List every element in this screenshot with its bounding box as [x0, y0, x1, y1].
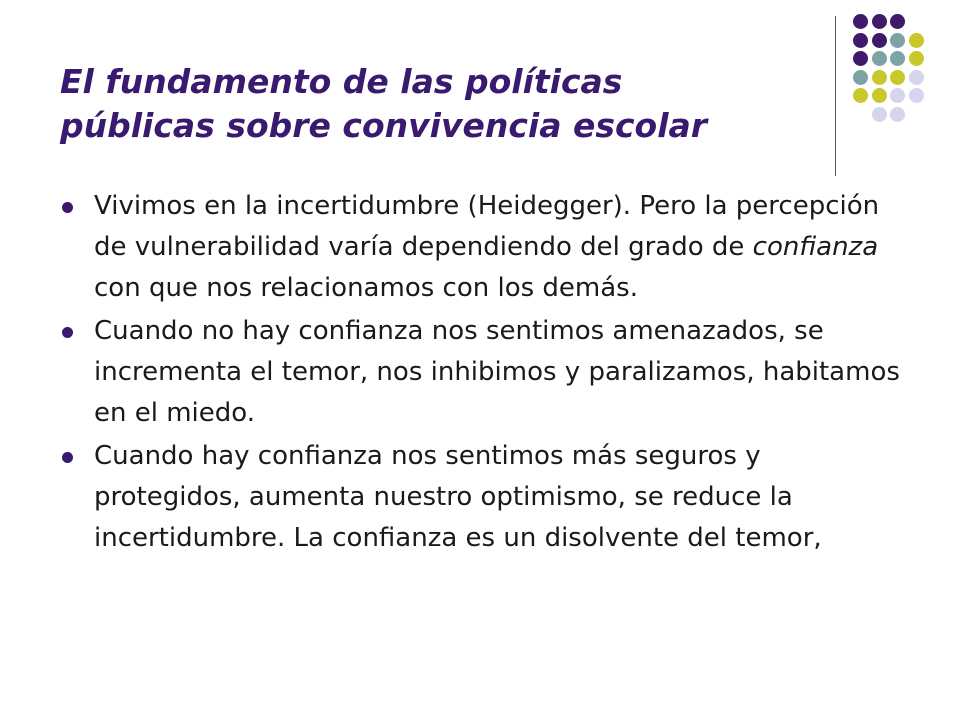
slide-title-line-1: El fundamento de las políticas	[60, 62, 623, 101]
decorative-dot-teal	[872, 51, 887, 66]
decorative-dot-purple	[853, 33, 868, 48]
decorative-dot-purple	[853, 14, 868, 29]
decorative-dot-grid	[0, 0, 960, 200]
bullet-emphasis: confianza	[752, 232, 879, 262]
bullet-item	[60, 186, 910, 309]
bullet-text-part: Vivimos en la incertidumbre (Heidegger). Pero la percepción de vulnerabilidad varía dependiendo del grado de	[94, 191, 880, 262]
decorative-dot-lime	[909, 51, 924, 66]
decorative-dot-lavender	[890, 107, 905, 122]
bullet-dot-icon	[62, 452, 73, 463]
decorative-dot-purple	[872, 33, 887, 48]
slide-title-line-2: públicas sobre convivencia escolar	[60, 106, 708, 145]
bullet-text	[94, 186, 910, 309]
decorative-dot-teal	[890, 51, 905, 66]
bullet-dot-icon	[62, 327, 73, 338]
decorative-dot-purple	[890, 14, 905, 29]
decorative-dot-teal	[890, 33, 905, 48]
decorative-dot-lime	[853, 88, 868, 103]
decorative-dot-teal	[853, 70, 868, 85]
decorative-dot-lime	[890, 70, 905, 85]
decorative-dot-lime	[872, 70, 887, 85]
bullet-dot-icon	[62, 202, 73, 213]
bullet-text-part: con que nos relacionamos con los demás.	[94, 273, 638, 303]
bullet-text: Cuando hay confianza nos sentimos más seguros y protegidos, aumenta nuestro optimismo, se reduce la incertidumbre. La confianza es un disolvente del temor,	[94, 441, 822, 553]
bullet-list	[60, 186, 910, 561]
decorative-dot-lime	[872, 88, 887, 103]
decorative-dot-purple	[872, 14, 887, 29]
decorative-dot-lavender	[909, 88, 924, 103]
bullet-item	[60, 436, 910, 559]
bullet-item	[60, 311, 910, 434]
decorative-dot-purple	[853, 51, 868, 66]
decorative-dot-lavender	[890, 88, 905, 103]
decorative-dot-lavender	[909, 70, 924, 85]
decorative-dot-lavender	[872, 107, 887, 122]
decorative-dot-lime	[909, 33, 924, 48]
bullet-text: Cuando no hay confianza nos sentimos amenazados, se incrementa el temor, nos inhibimos y paralizamos, habitamos en el miedo.	[94, 316, 900, 428]
